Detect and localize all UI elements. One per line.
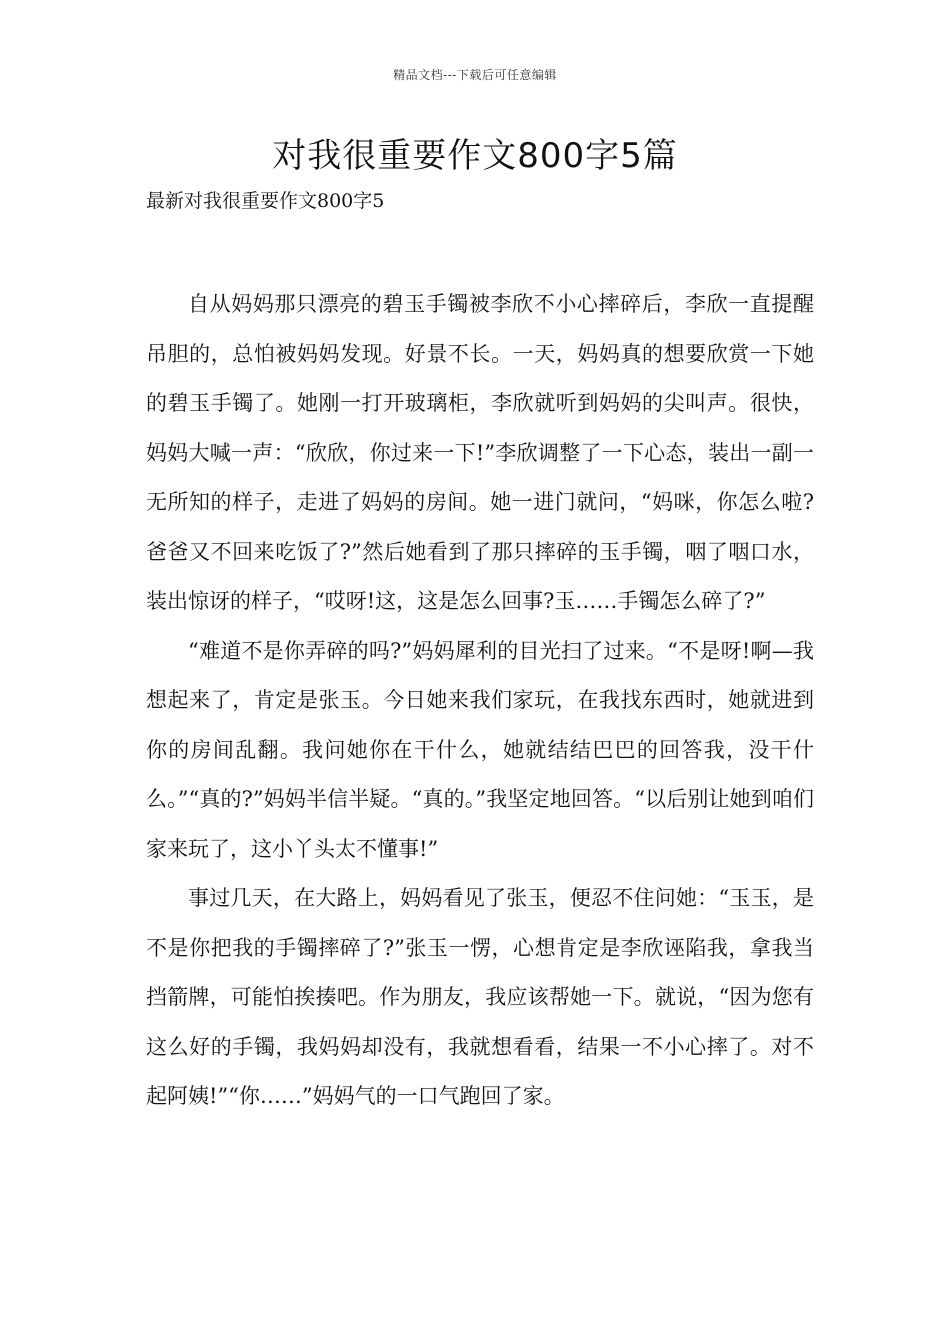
document-title: 对我很重要作文800字5篇 (272, 136, 678, 176)
document-body (146, 280, 814, 1122)
document-subtitle: 最新对我很重要作文800字5 (146, 190, 385, 212)
header-note: 精品文档---下载后可任意编辑 (393, 68, 557, 82)
paragraph-1: 自从妈妈那只漂亮的碧玉手镯被李欣不小心摔碎后，李欣一直提醒吊胆的，总怕被妈妈发现。好景不长。一天，妈妈真的想要欣赏一下她的碧玉手镯了。她刚一打开玻璃柜，李欣就听到妈妈的尖叫声。很快，妈妈大喊一声：“欣欣，你过来一下!”李欣调整了一下心态，装出一副一无所知的样子，走进了妈妈的房间。她一进门就问，“妈咪，你怎么啦?爸爸又不回来吃饭了?”然后她看到了那只摔碎的玉手镯，咽了咽口水，装出惊讶的样子，“哎呀!这，这是怎么回事?玉……手镯怎么碎了?” (146, 292, 814, 613)
paragraph-2: “难道不是你弄碎的吗?”妈妈犀利的目光扫了过来。“不是呀!啊—我想起来了，肯定是张玉。今日她来我们家玩，在我找东西时，她就进到你的房间乱翻。我问她你在干什么，她就结结巴巴的回答我，没干什么。”“真的?”妈妈半信半疑。“真的。”我坚定地回答。“以后别让她到咱们家来玩了，这小丫头太不懂事!” (146, 638, 814, 861)
paragraph-3: 事过几天，在大路上，妈妈看见了张玉，便忍不住问她：“玉玉，是不是你把我的手镯摔碎了?”张玉一愣，心想肯定是李欣诬陷我，拿我当挡箭牌，可能怕挨揍吧。作为朋友，我应该帮她一下。就说，“因为您有这么好的手镯，我妈妈却没有，我就想看看，结果一不小心摔了。对不起阿姨!”“你……”妈妈气的一口气跑回了家。 (146, 886, 814, 1108)
